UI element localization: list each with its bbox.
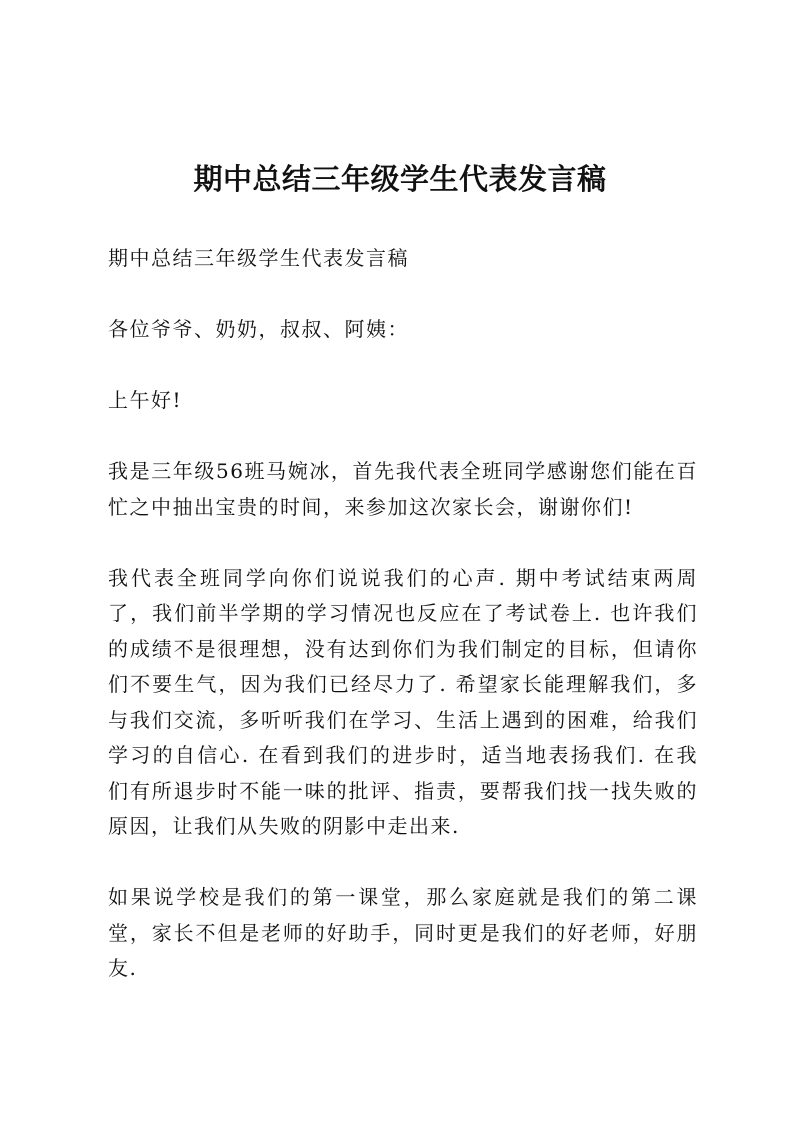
document-body (108, 241, 698, 1022)
document-title: 期中总结三年级学生代表发言稿 (193, 162, 607, 196)
body-paragraph: 我代表全班同学向你们说说我们的心声. 期中考试结束两周了，我们前半学期的学习情况也反应在了考试卷上. 也许我们的成绩不是很理想，没有达到你们为我们制定的目标，但请你们不要生气，因为我们已经尽力了. 希望家长能理解我们，多与我们交流，多听听我们在学习、生活上遇到的困难，给我们学习的自信心. 在看到我们的进步时，适当地表扬我们. 在我们有所退步时不能一味的批评、指责，要帮我们找一找失败的原因，让我们从失败的阴影中走出来. (108, 565, 698, 838)
closing-paragraph: 如果说学校是我们的第一课堂，那么家庭就是我们的第二课堂，家长不但是老师的好助手，同时更是我们的好老师，好朋友. (108, 885, 698, 980)
intro-paragraph: 我是三年级56班马婉冰，首先我代表全班同学感谢您们能在百忙之中抽出宝贵的时间，来参加这次家长会，谢谢你们! (108, 459, 698, 519)
subtitle-paragraph: 期中总结三年级学生代表发言稿 (108, 246, 409, 270)
greeting-paragraph: 上午好! (108, 388, 183, 412)
salutation-paragraph: 各位爷爷、奶奶，叔叔、阿姨： (108, 317, 409, 341)
